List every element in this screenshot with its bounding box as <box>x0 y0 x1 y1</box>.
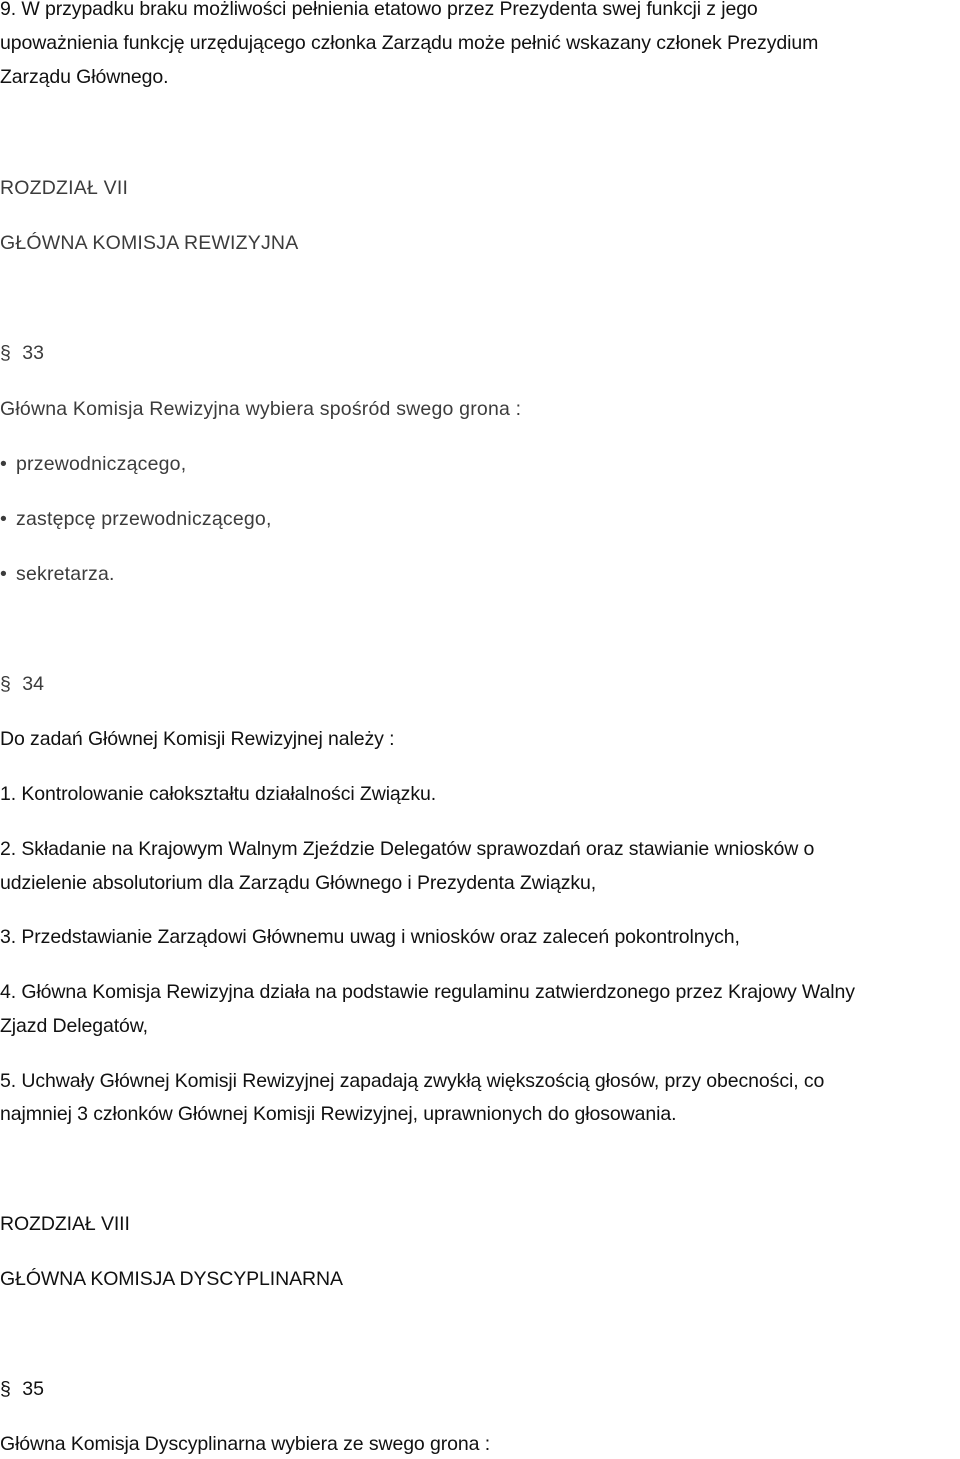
paragraph-33-marker <box>0 341 44 365</box>
numbered-item-4-line-1: 4. Główna Komisja Rewizyjna działa na podstawie regulaminu zatwierdzonego przez Krajowy Walny <box>0 981 855 1003</box>
paragraph-34-text: Do zadań Głównej Komisji Rewizyjnej należy : <box>0 728 395 750</box>
intro-line-2: upoważnienia funkcję urzędującego członka Zarządu może pełnić wskazany członek Prezydium <box>0 32 819 54</box>
list-item <box>0 562 115 586</box>
numbered-item-2-line-1: 2. Składanie na Krajowym Walnym Zjeździe Delegatów sprawozdań oraz stawianie wniosków o <box>0 838 815 860</box>
paragraph-33-number: 33 <box>22 342 44 364</box>
section-sign-icon: § <box>0 342 11 364</box>
list-item <box>0 507 272 531</box>
paragraph-35-marker <box>0 1377 44 1401</box>
list-item-text: przewodniczącego, <box>16 453 187 475</box>
paragraph-34-number: 34 <box>22 673 44 695</box>
numbered-item-4-line-2: Zjazd Delegatów, <box>0 1015 148 1037</box>
numbered-item-5-line-1: 5. Uchwały Głównej Komisji Rewizyjnej zapadają zwykłą większością głosów, przy obecności, co <box>0 1070 825 1092</box>
chapter-8-heading: GŁÓWNA KOMISJA DYSCYPLINARNA <box>0 1268 343 1290</box>
list-item-text: sekretarza. <box>16 563 115 585</box>
numbered-item-2-line-2: udzielenie absolutorium dla Zarządu Głównego i Prezydenta Związku, <box>0 872 597 894</box>
paragraph-34-marker <box>0 672 44 696</box>
numbered-item-5-line-2: najmniej 3 członków Głównej Komisji Rewizyjnej, uprawnionych do głosowania. <box>0 1103 677 1125</box>
intro-line-1: 9. W przypadku braku możliwości pełnienia etatowo przez Prezydenta swej funkcji z jego <box>0 0 758 20</box>
chapter-7-heading: GŁÓWNA KOMISJA REWIZYJNA <box>0 232 299 254</box>
bullet-icon: • <box>0 563 8 585</box>
section-sign-icon: § <box>0 1378 11 1400</box>
paragraph-35-text: Główna Komisja Dyscyplinarna wybiera ze swego grona : <box>0 1433 491 1455</box>
bullet-icon: • <box>0 508 8 530</box>
chapter-7-title: ROZDZIAŁ VII <box>0 177 129 199</box>
numbered-item-3: 3. Przedstawianie Zarządowi Głównemu uwag i wniosków oraz zaleceń pokontrolnych, <box>0 926 740 948</box>
bullet-icon: • <box>0 453 8 475</box>
list-item-text: zastępcę przewodniczącego, <box>16 508 272 530</box>
list-item <box>0 452 186 476</box>
paragraph-33-text: Główna Komisja Rewizyjna wybiera spośród swego grona : <box>0 398 522 420</box>
intro-line-3: Zarządu Głównego. <box>0 66 169 88</box>
numbered-item-1: 1. Kontrolowanie całokształtu działalności Związku. <box>0 783 437 805</box>
chapter-8-title: ROZDZIAŁ VIII <box>0 1213 130 1235</box>
paragraph-35-number: 35 <box>22 1378 44 1400</box>
section-sign-icon: § <box>0 673 11 695</box>
